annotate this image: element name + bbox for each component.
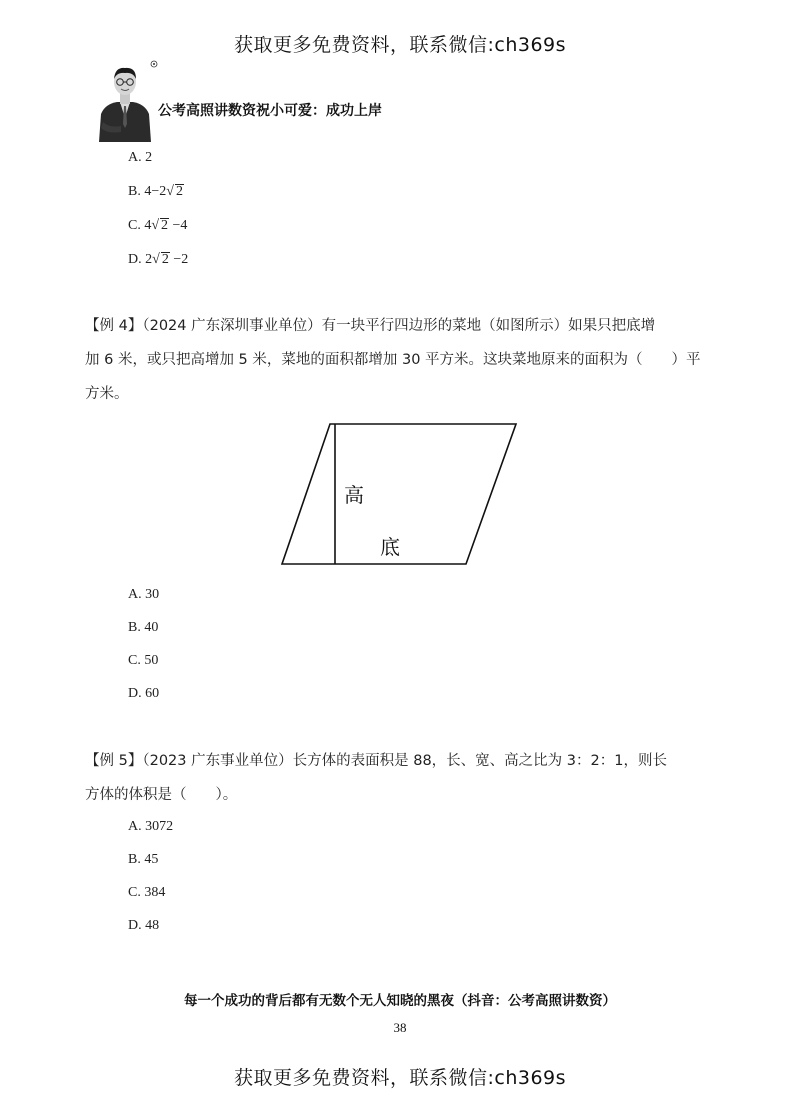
example4-source: （2024 广东深圳事业单位） (142, 318, 322, 334)
q3-option-b: B. 4−2√ 2 (128, 184, 183, 199)
example5-option-d: D. 48 (128, 918, 160, 933)
q3-option-c: C. 4√ 2 −4 (128, 218, 188, 233)
example4-option-d: D. 60 (128, 686, 160, 701)
teacher-avatar (95, 62, 155, 142)
example5-text (85, 744, 715, 812)
example4-option-b: B. 40 (128, 620, 159, 635)
example4-line2: 加 6 米，或只把高增加 5 米，菜地的面积都增加 30 平方米。这块菜地原来的面积为（ ）平 (85, 352, 701, 368)
example5-line2: 方体的体积是（ ）。 (85, 787, 238, 803)
example4-option-a: A. 30 (128, 587, 160, 602)
example4-line3: 方米。 (85, 386, 129, 402)
page-number: 38 (393, 1020, 407, 1035)
example5-tag: 【例 5】 (85, 753, 143, 769)
q3-option-a: A. 2 (128, 150, 153, 165)
top-watermark: 获取更多免费资料，联系微信:ch369s (233, 34, 567, 56)
example4-line1: 【例 4】（2024 广东深圳事业单位）有一块平行四边形的菜地（如图所示）如果只把底增 (85, 318, 656, 334)
example5-option-b: B. 45 (128, 852, 159, 867)
brand-line: 公考高照讲数资祝小可爱：成功上岸 (158, 103, 382, 119)
parallelogram-figure (280, 420, 530, 570)
example4-text (85, 309, 715, 411)
sqrt-symbol: √ 2 (166, 184, 183, 199)
example5-source: （2023 广东事业单位） (142, 753, 293, 769)
example5-option-a: A. 3072 (128, 819, 174, 834)
example5-option-c: C. 384 (128, 885, 166, 900)
sqrt-symbol: √ 2 (152, 252, 169, 267)
q3-option-d: D. 2√ 2 −2 (128, 252, 189, 267)
example4-tag: 【例 4】 (85, 318, 143, 334)
example5-line1: 【例 5】（2023 广东事业单位）长方体的表面积是 88，长、宽、高之比为 3：2：1，则长 (85, 753, 667, 769)
example4-option-c: C. 50 (128, 653, 159, 668)
bottom-watermark: 获取更多免费资料，联系微信:ch369s (233, 1067, 567, 1089)
base-label: 底 (380, 535, 400, 559)
height-label: 高 (344, 483, 364, 507)
sqrt-symbol: √ 2 (151, 218, 169, 233)
registered-mark-icon (150, 60, 158, 68)
footer-motto: 每一个成功的背后都有无数个无人知晓的黑夜（抖音：公考高照讲数资） (184, 993, 616, 1009)
